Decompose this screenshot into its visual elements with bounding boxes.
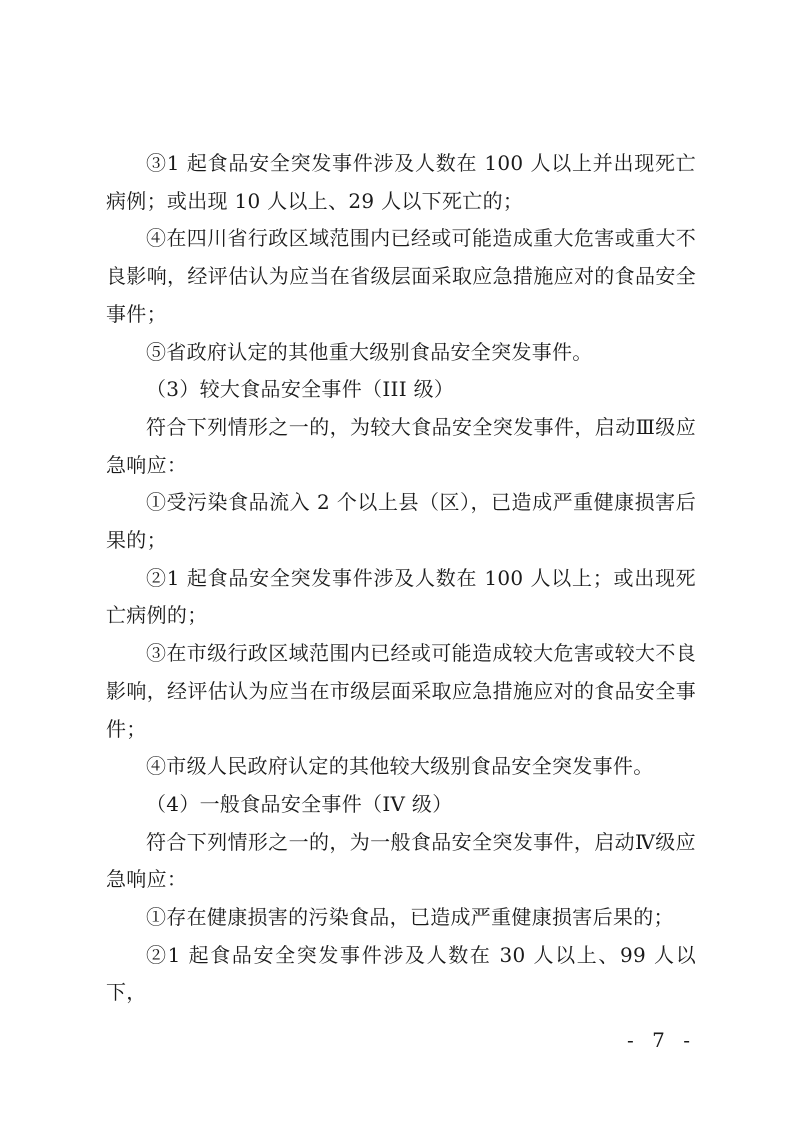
paragraph: ④市级人民政府认定的其他较大级别食品安全突发事件。 <box>146 754 654 779</box>
paragraph: ⑤省政府认定的其他重大级别食品安全突发事件。 <box>146 339 593 364</box>
paragraph: ②1 起食品安全突发事件涉及人数在 100 人以上；或出现死亡病例的； <box>106 565 696 628</box>
paragraph: ③在市级行政区域范围内已经或可能造成较大危害或较大不良影响，经评估认为应当在市级层面采取应急措施应对的食品安全事件； <box>106 641 696 741</box>
paragraph: ③1 起食品安全突发事件涉及人数在 100 人以上并出现死亡病例；或出现 10 人以上、29 人以下死亡的； <box>106 151 696 213</box>
paragraph: ①存在健康损害的污染食品，已造成严重健康损害后果的； <box>146 905 674 930</box>
page-number: - 7 - <box>627 1028 696 1052</box>
paragraph: ②1 起食品安全突发事件涉及人数在 30 人以上、99 人以下， <box>106 942 696 1005</box>
section-heading: （4）一般食品安全事件（IV 级） <box>146 791 453 816</box>
paragraph: 符合下列情形之一的，为较大食品安全突发事件，启动Ⅲ级应急响应： <box>106 414 696 477</box>
paragraph: ①受污染食品流入 2 个以上县（区），已造成严重健康损害后果的； <box>106 490 696 553</box>
paragraph: 符合下列情形之一的，为一般食品安全突发事件，启动Ⅳ级应急响应： <box>106 829 696 892</box>
paragraph: ④在四川省行政区域范围内已经或可能造成重大危害或重大不良影响，经评估认为应当在省级层面采取应急措施应对的食品安全事件； <box>106 226 696 326</box>
body-text <box>106 145 696 1012</box>
section-heading: （3）较大食品安全事件（III 级） <box>146 377 455 402</box>
